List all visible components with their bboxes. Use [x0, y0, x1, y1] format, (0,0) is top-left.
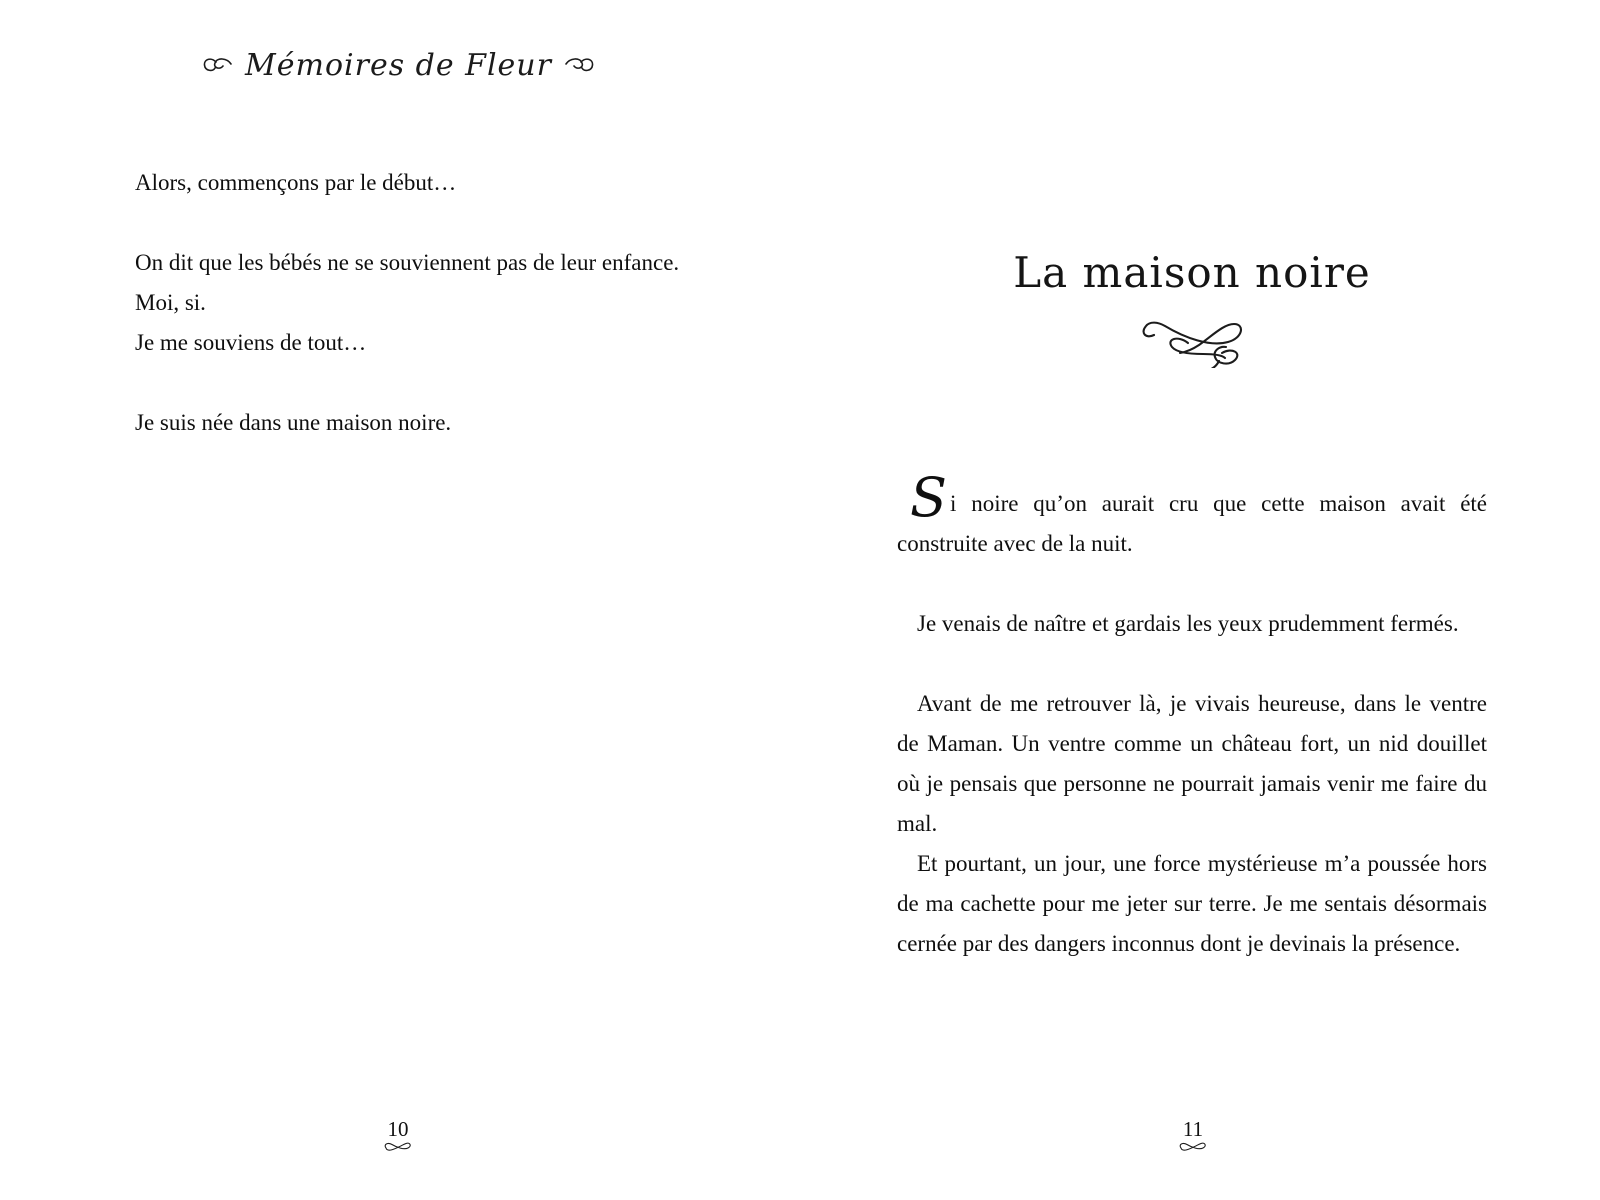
- chapter-title: La maison noire: [1013, 248, 1371, 297]
- opening-paragraph-text: i noire qu’on aurait cru que cette maison avait été construite avec de la nuit.: [897, 491, 1487, 556]
- chapter-flourish-icon: [897, 310, 1487, 368]
- page-ornament-left-icon: [366, 1141, 430, 1152]
- paragraph: Je venais de naître et gardais les yeux prudemment fermés.: [917, 611, 1459, 636]
- running-header: [115, 48, 682, 83]
- opening-paragraph: [897, 466, 1487, 564]
- paragraph: Alors, commençons par le début…: [135, 170, 457, 195]
- paragraph: Je me souviens de tout…: [135, 330, 367, 355]
- page-ornament-right-icon: [1161, 1141, 1225, 1152]
- page-right-body: [897, 466, 1487, 964]
- drop-cap: S: [910, 466, 947, 529]
- paragraph: Et pourtant, un jour, une force mystérieuse m’a poussée hors de ma cachette pour me jeter sur terre. Je me sentais désormais cernée par des dangers inconnus dont je devinais la présence.: [897, 851, 1487, 956]
- paragraph: On dit que les bébés ne se souviennent pas de leur enfance.: [135, 250, 680, 275]
- header-swirl-right-icon: [565, 56, 595, 76]
- running-header-title: Mémoires de Fleur: [245, 48, 552, 83]
- paragraph: Avant de me retrouver là, je vivais heureuse, dans le ventre de Maman. Un ventre comme un château fort, un nid douillet où je pensais que personne ne pourrait jamais venir me faire du mal.: [897, 691, 1487, 836]
- page-left-body: [115, 163, 682, 443]
- paragraph: Moi, si.: [135, 290, 206, 315]
- header-swirl-left-icon: [202, 56, 232, 76]
- page-number-left: 10: [387, 1117, 409, 1141]
- page-number-right: 11: [1182, 1117, 1204, 1141]
- paragraph: Je suis née dans une maison noire.: [135, 410, 452, 435]
